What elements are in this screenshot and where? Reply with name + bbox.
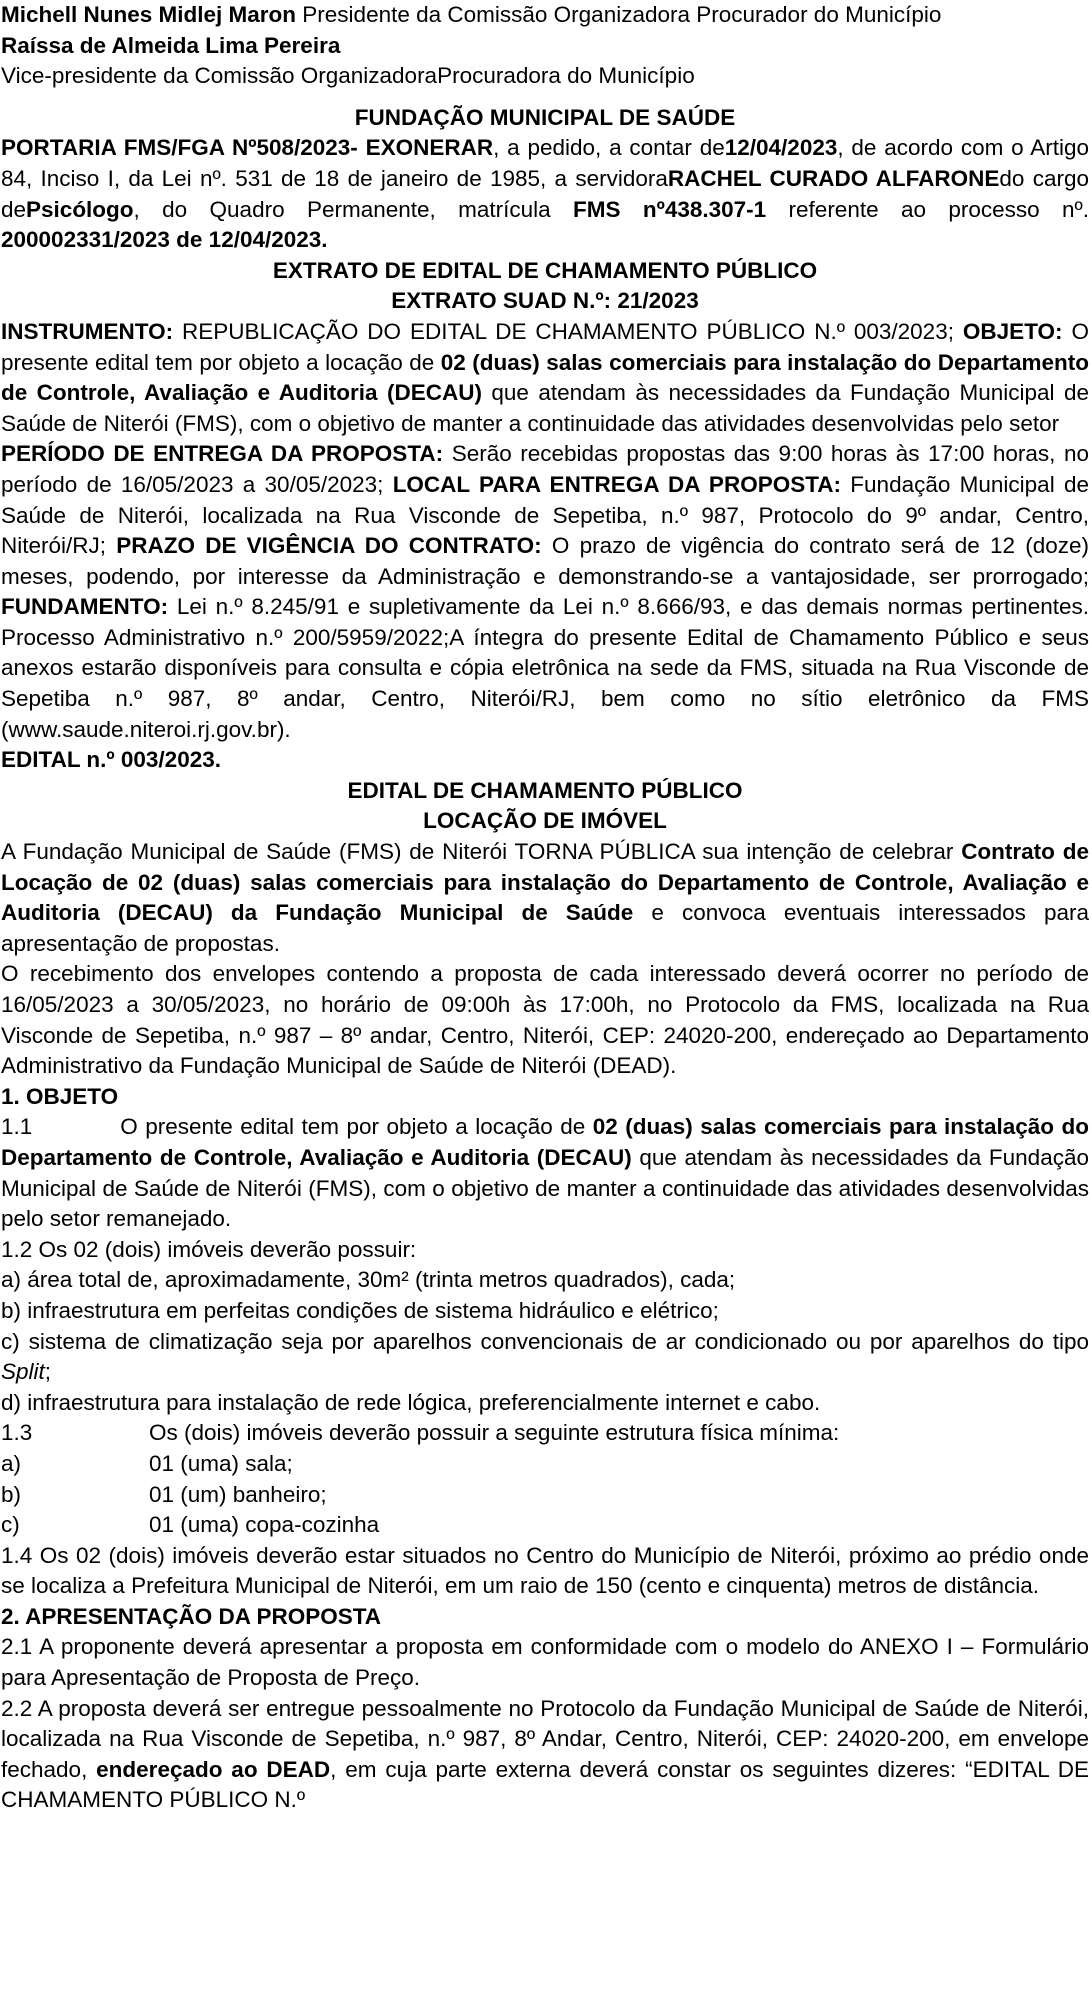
clause-text: ; [44,1359,52,1385]
clause-bold-text: 02 (duas) salas comerciais para instalação do Departamento de Controle, Avaliação e Auditoria (DECAU) [1,1114,1089,1170]
extrato-text: que atendam às necessidades da Fundação Municipal de Saúde de Niterói (FMS), com o objetivo de manter a continuidade das atividades desenvolvidas pelo setor [1,380,1090,436]
label-objeto: OBJETO: [962,318,1063,344]
extrato-text: Lei n.º 8.245/91 e supletivamente da Lei n.º 8.666/93, e das demais normas pertinentes. Processo Administrativo n.º 200/5959/2022;A íntegra do presente Edital de Chamamento Público e seus anexos estarão disponíveis para consulta e cópia eletrônica na sede da FMS, situada na Rua Visconde de Sepetiba n.º 987, 8º andar, Centro, Niterói/RJ, bem como no sítio eletrônico da FMS (www.saude.niteroi.rj.gov.br). [1,594,1089,742]
clause-text: , em cuja parte externa deverá constar os seguintes dizeres: “EDITAL DE CHAMAMENTO PÚBLICO N.º [1,1756,1090,1813]
edital-bold-text: Contrato de Locação de 02 (duas) salas comerciais para instalação do Departamento de Controle, Avaliação e Auditoria (DECAU) da Fundação Municipal de Saúde [1,839,1089,926]
clause-1-2-d: d) infraestrutura para instalação de rede lógica, preferencialmente internet e cabo. [1,1389,821,1415]
portaria-text: , a pedido, a contar de [493,135,725,161]
portaria-servant-name: RACHEL CURADO ALFARONE [667,165,1000,191]
portaria-text: , de acordo com o Artigo 84, Inciso I, da Lei nº. 531 de 18 de janeiro de 1985, a servidora [1,135,1089,191]
portaria-registration: FMS nº438.307-1 [573,196,767,222]
official-vice-president-name: Raíssa de Almeida Lima Pereira [1,32,341,58]
official-name: Michell Nunes Midlej Maron [1,2,297,27]
clause-1-3 [1,1418,1089,1449]
clause-text: c) sistema de climatização seja por aparelhos convencionais de ar condicionado ou por aparelhos do tipo [1,1328,1089,1354]
extrato-text: O presente edital tem por objeto a locação de [1,318,1089,375]
edital-text: e convoca eventuais interessados para apresentação de propostas. [1,900,1089,956]
clause-1-3-b [1,1480,1089,1511]
official-president [1,0,1089,31]
clause-1-1 [1,1112,1089,1234]
clause-text: O presente edital tem por objeto a locação de [120,1114,593,1140]
clause-text: que atendam às necessidades da Fundação Municipal de Saúde de Niterói (FMS), com o objetivo de manter a continuidade das atividades desenvolvidas pelo setor remanejado. [1,1144,1089,1232]
section-title: 2. APRESENTAÇÃO DA PROPOSTA [1,1603,382,1629]
label-instrumento: INSTRUMENTO: [1,318,174,344]
clause-item-label: a) [1,1450,22,1476]
portaria-text: do cargo de [1,165,1089,222]
label-prazo: PRAZO DE VIGÊNCIA DO CONTRATO: [116,533,542,559]
clause-1-4: 1.4 Os 02 (dois) imóveis deverão estar situados no Centro do Município de Niterói, próximo ao prédio onde se localiza a Prefeitura Municipal de Niterói, em um raio de 150 (cento e cinquenta) metros de distância. [1,1542,1089,1599]
extrato-paragraph-details [1,439,1089,745]
extrato-number: EXTRATO SUAD N.º: 21/2023 [391,288,699,314]
portaria-position: Psicólogo [26,196,134,222]
extrato-paragraph-objeto [1,317,1089,439]
edital-reference: EDITAL n.º 003/2023. [1,747,221,773]
extrato-text: REPUBLICAÇÃO DO EDITAL DE CHAMAMENTO PÚBLICO N.º 003/2023; [173,318,963,344]
portaria-heading: FUNDAÇÃO MUNICIPAL DE SAÚDE [354,104,736,130]
clause-1-2-c [1,1327,1089,1388]
portaria-process: 200002331/2023 de 12/04/2023. [1,227,328,253]
extrato-text: O prazo de vigência do contrato será de 12 (doze) meses, podendo, por interesse da Administração e demonstrando-se a vantajosidade, ser prorrogado; [1,533,1089,589]
clause-text: 01 (uma) copa-cozinha [149,1512,380,1538]
clause-2-2 [1,1694,1089,1816]
clause-1-2: 1.2 Os 02 (dois) imóveis deverão possuir: [1,1236,417,1262]
clause-1-2-b: b) infraestrutura em perfeitas condições de sistema hidráulico e elétrico; [1,1297,719,1323]
clause-number: 1.1 [1,1114,33,1140]
edital-subheading: LOCAÇÃO DE IMÓVEL [423,808,667,834]
spacer [1,92,1089,103]
edital-text: A Fundação Municipal de Saúde (FMS) de Niterói TORNA PÚBLICA sua intenção de celebrar [1,839,962,865]
clause-1-3-c [1,1510,1089,1541]
edital-intro [1,837,1089,959]
extrato-heading: EXTRATO DE EDITAL DE CHAMAMENTO PÚBLICO [272,257,818,283]
clause-1-2-a: a) área total de, aproximadamente, 30m² (trinta metros quadrados), cada; [1,1267,736,1293]
clause-2-1: 2.1 A proponente deverá apresentar a proposta em conformidade com o modelo do ANEXO I – Formulário para Apresentação de Proposta de Preço. [1,1634,1089,1691]
edital-recebimento: O recebimento dos envelopes contendo a proposta de cada interessado deverá ocorrer no período de 16/05/2023 a 30/05/2023, no horário de 09:00h às 17:00h, no Protocolo da FMS, localizada na Rua Visconde de Sepetiba, n.º 987 – 8º andar, Centro, Niterói, CEP: 24020-200, endereçado ao Departamento Administrativo da Fundação Municipal de Saúde de Niterói (DEAD). [1,961,1089,1079]
officials-block [1,0,1089,92]
portaria-title: PORTARIA FMS/FGA Nº508/2023- EXONERAR [1,135,494,161]
clause-text: 01 (uma) sala; [149,1450,293,1476]
label-periodo: PERÍODO DE ENTREGA DA PROPOSTA: [1,441,444,467]
extrato-bold-text: 02 (duas) salas comerciais para instalação do Departamento de Controle, Avaliação e Auditoria (DECAU) [1,349,1089,406]
extrato-text: Serão recebidas propostas das 9:00 horas às 17:00 horas, no período de 16/05/2023 a 30/05/2023; [1,441,1090,497]
extrato-text: Fundação Municipal de Saúde de Niterói, localizada na Rua Visconde de Sepetiba, n.º 987, Protocolo do 9º andar, Centro, Niterói/RJ; [1,471,1089,559]
clause-bold-text: endereçado ao DEAD [96,1756,331,1782]
clause-1-3-a [1,1449,1089,1480]
clause-italic-text: Split [1,1359,45,1385]
clause-number: 1.3 [1,1420,33,1446]
clause-text: Os (dois) imóveis deverão possuir a seguinte estrutura física mínima: [149,1420,840,1446]
portaria-paragraph [1,133,1089,255]
clause-text: 01 (um) banheiro; [149,1481,327,1507]
clause-item-label: c) [1,1512,20,1538]
official-vice-president-role: Vice-presidente da Comissão OrganizadoraProcuradora do Município [1,63,695,89]
portaria-text: referente ao processo nº. [766,196,1089,222]
section-title: 1. OBJETO [1,1083,119,1109]
official-role: Presidente da Comissão Organizadora Procurador do Município [296,2,942,27]
clause-text: 2.2 A proposta deverá ser entregue pessoalmente no Protocolo da Fundação Municipal de Saúde de Niterói, localizada na Rua Visconde de Sepetiba, n.º 987, 8º Andar, Centro, Niterói, CEP: 24020-200, em envelope fechado, [1,1695,1089,1782]
label-local: LOCAL PARA ENTREGA DA PROPOSTA: [392,471,842,497]
edital-heading: EDITAL DE CHAMAMENTO PÚBLICO [347,777,743,803]
clause-item-label: b) [1,1481,22,1507]
portaria-date: 12/04/2023 [724,135,838,161]
label-fundamento: FUNDAMENTO: [1,594,169,620]
portaria-text: , do Quadro Permanente, matrícula [133,196,574,222]
